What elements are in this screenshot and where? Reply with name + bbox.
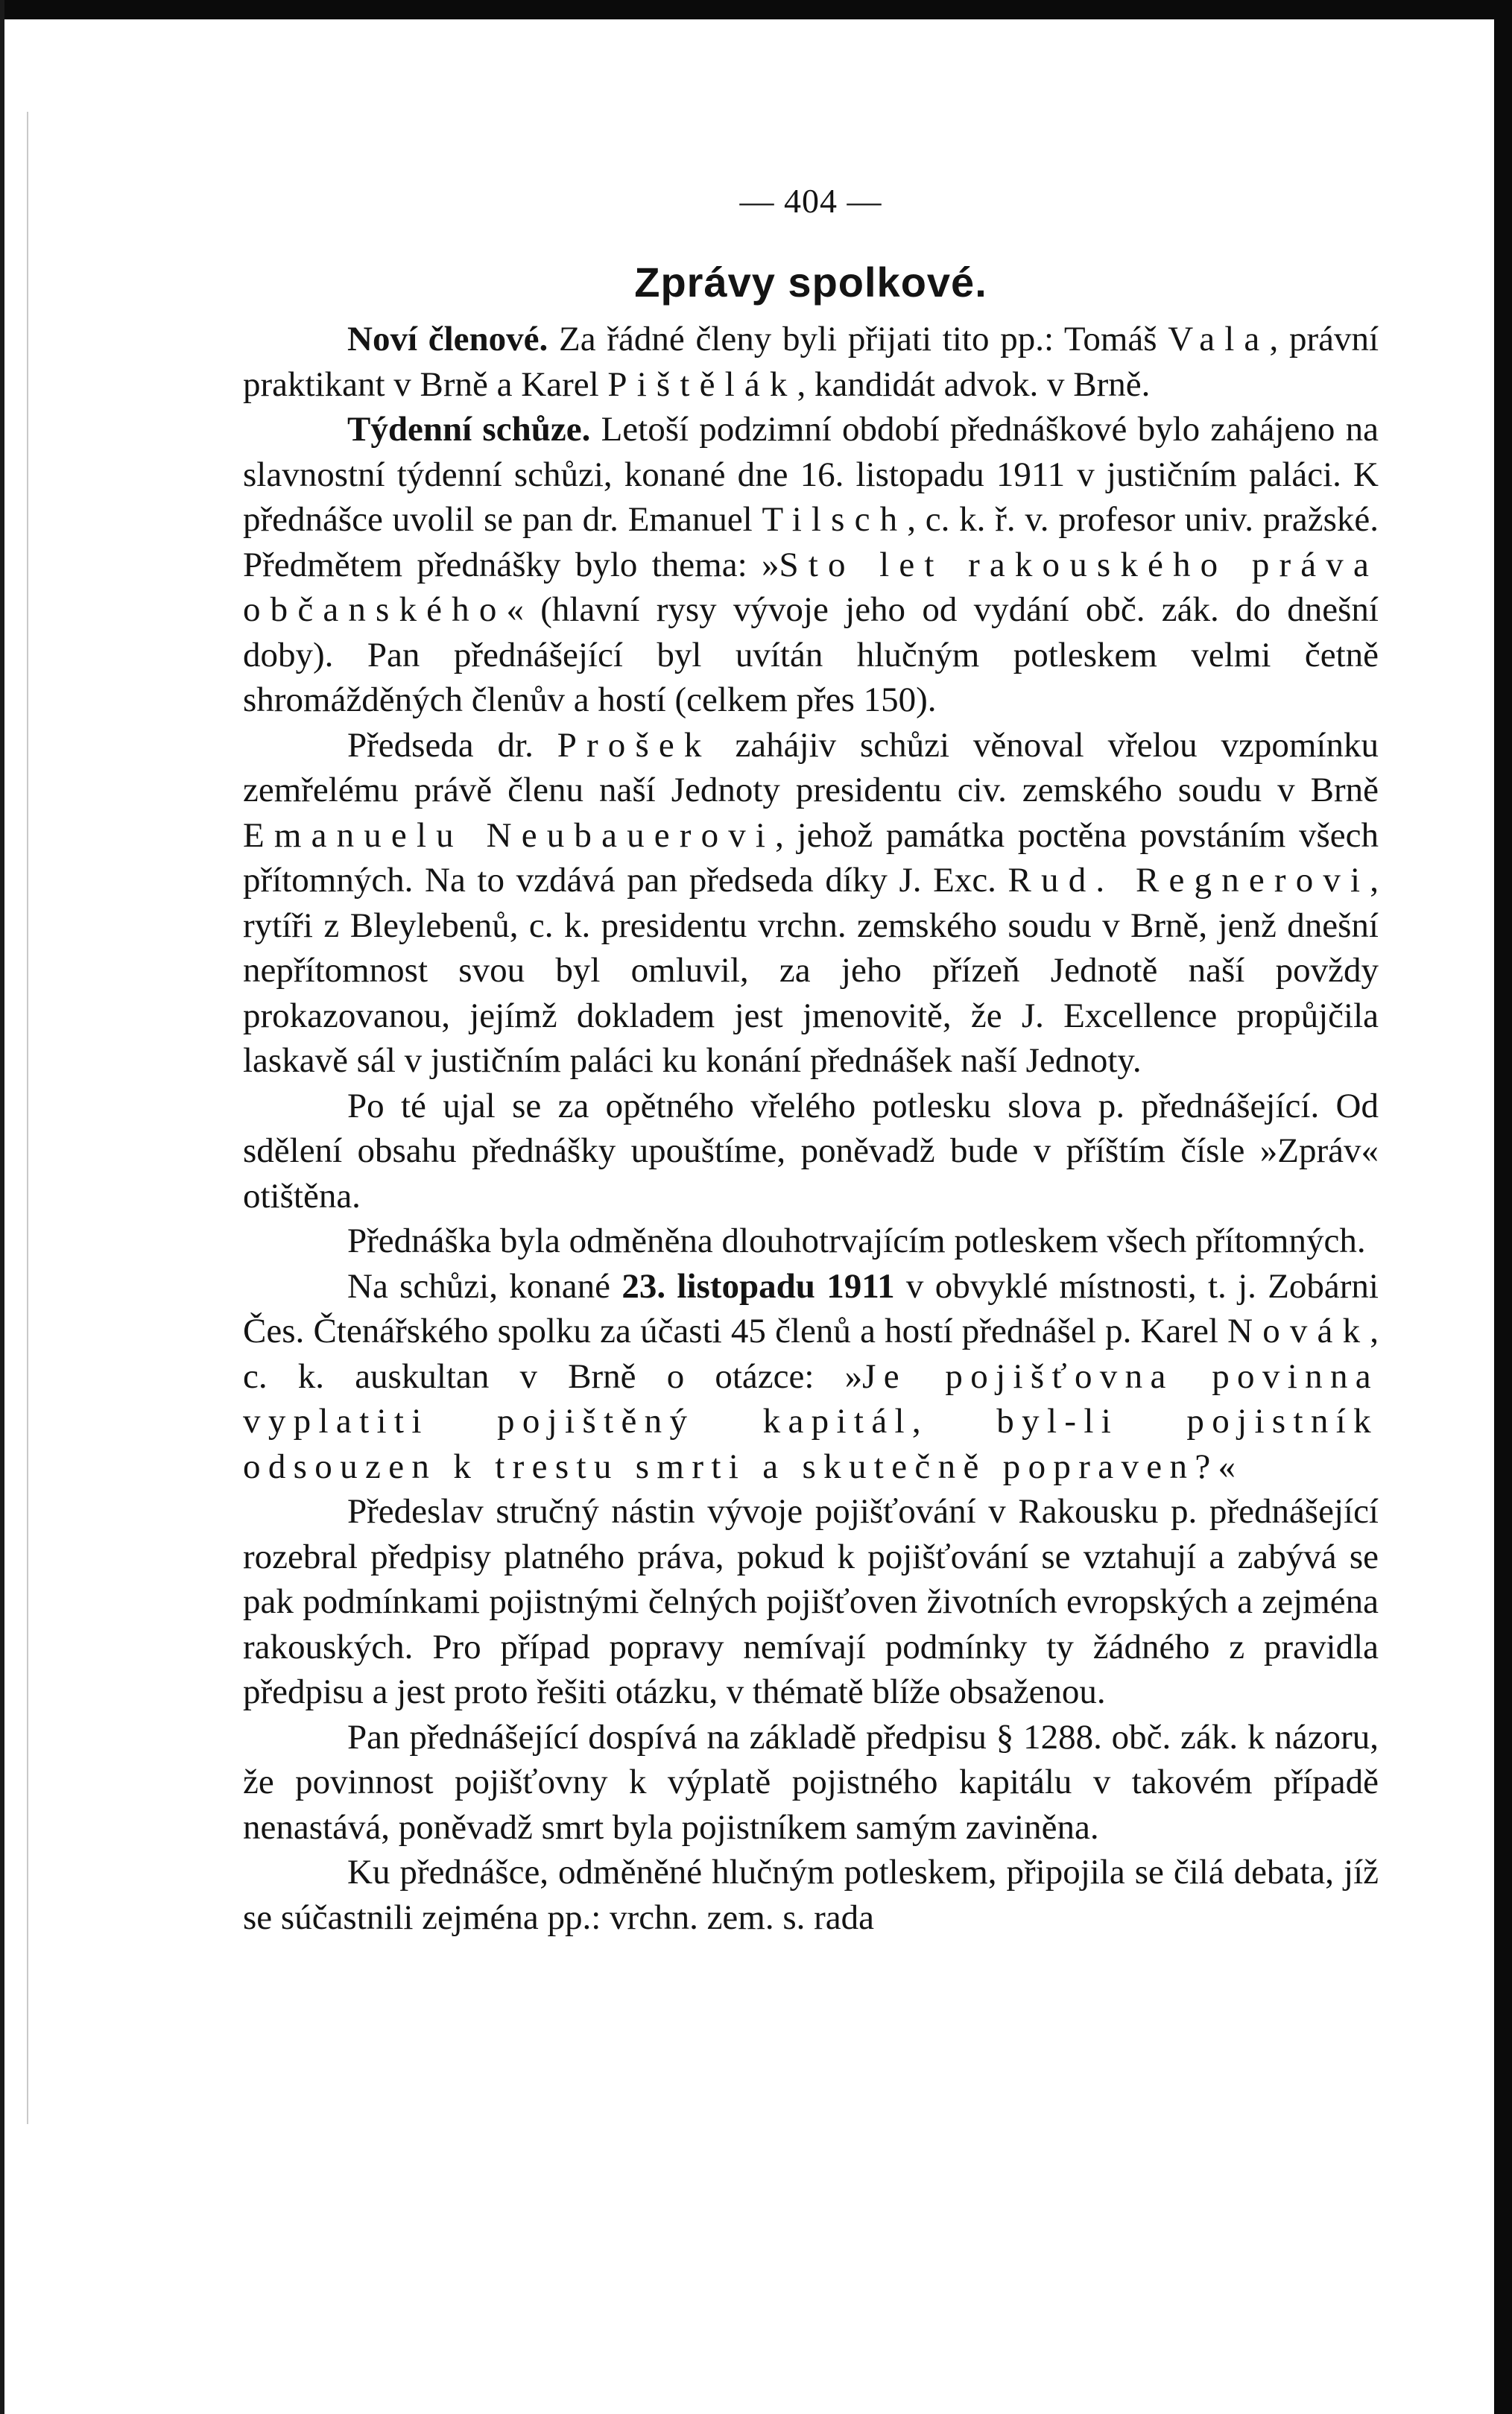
paragraph-weekly-meeting: Týdenní schůze. Letoší podzimní období přednáškové bylo zahájeno na slavnostní týdenní schůzi, konané dne 16. listopadu 1911 v justičním paláci. K přednášce uvolil se pan dr. Emanuel Tilsch, c. k. ř. v. profesor univ. pražské. Předmětem přednášky bylo thema: »Sto let rakouského práva občanského« (hlavní rysy vývoje jeho od vydání obč. zák. do dnešní doby). Pan přednášející byl uvítán hlučným potleskem velmi četně shromážděných členův a hostí (celkem přes 150).: [243, 410, 1379, 719]
person-name: Pištělák: [607, 364, 797, 404]
paragraph-applause: Přednáška byla odměněna dlouhotrvajícím potleskem všech přítomných.: [347, 1222, 1366, 1260]
page-number: — 404 —: [739, 182, 882, 220]
person-name: Vala: [1168, 320, 1270, 358]
paragraph-debate: Ku přednášce, odměněné hlučným potleskem, připojila se čilá debata, jíž se súčastnili zejména pp.: vrchn. zem. s. rada: [243, 1853, 1379, 1937]
paragraph-chairman: Předseda dr. Prošek zahájiv schůzi věnoval vřelou vzpomínku zemřelému právě členu naší Jednoty presidentu civ. zemského soudu v Brně Emanuelu Neubauerovi, jehož památka poctěna povstáním všech přítomných. Na to vzdává pan předseda díky J. Exc. Rud. Regnerovi, rytíři z Bleylebenů, c. k. presidentu vrchn. zemského soudu v Brně, jenž dnešní nepřítomnost svou byl omluvil, za jeho přízeň Jednotě naší povždy prokazovanou, jejímž dokladem jest jmenovitě, že J. Excellence propůjčila laskavě sál v justičním paláci ku konání přednášek naší Jednoty.: [243, 725, 1379, 1080]
paragraph-analysis: Předeslav stručný nástin vývoje pojišťování v Rakousku p. přednášející rozebral předpisy platného práva, pokud k pojišťování se vztahují a zabývá se pak podmínkami pojistnými čelných pojišťoven životních evropských a zejména rakouských. Pro případ popravy nemívají podmínky ty žádného z pravidla předpisu a jest proto řešiti otázku, v thématě blíže obsaženou.: [243, 1492, 1379, 1711]
paragraph-conclusion: Pan přednášející dospívá na základě předpisu § 1288. obč. zák. k názoru, že povinnost pojišťovny k výplatě pojistného kapitálu v takovém případě nenastává, poněvadž smrt byla pojistníkem samým zaviněna.: [243, 1717, 1379, 1847]
person-name: Prošek: [557, 725, 712, 765]
scan-border-top: [0, 0, 1512, 19]
paragraph-lead: Týdenní schůze.: [347, 410, 591, 449]
person-name: Emanuelu Neubauerovi: [243, 815, 776, 855]
paragraph-lecture: Po té ujal se za opětného vřelého potlesku slova p. přednášející. Od sdělení obsahu přednášky upouštíme, poněvadž bude v příštím čísle »Zpráv« otištěna.: [243, 1086, 1379, 1216]
lecture-theme: Sto let rakouského práva občanského: [243, 545, 1379, 629]
scan-border-right: [1494, 0, 1512, 2414]
paragraph-second-meeting: Na schůzi, konané 23. listopadu 1911 v obvyklé místnosti, t. j. Zobárni Čes. Čtenářského spolku za účasti 45 členů a hostí přednášel p. Karel Novák, c. k. auskultan v Brně o otázce: »Je pojišťovna povinna vyplatiti pojištěný kapitál, byl-li pojistník odsouzen k trestu smrti a skutečně popraven?«: [243, 1266, 1379, 1486]
paragraph-new-members: Noví členové. Za řádné členy byli přijati tito pp.: Tomáš Vala, právní praktikant v Brně a Karel Pištělák, kandidát advok. v Brně.: [243, 320, 1379, 404]
meeting-date: 23. listopadu 1911: [621, 1266, 895, 1306]
paragraph-lead: Noví členové.: [347, 320, 548, 358]
section-heading: Zprávy spolkové.: [634, 258, 987, 306]
person-name: Tilsch: [762, 500, 908, 539]
page-binding-shadow: [27, 112, 28, 2124]
lecture-question: Je pojišťovna povinna vyplatiti pojištěný kapitál, byl-li pojistník odsouzen k trestu smrti a skutečně popraven?: [243, 1356, 1379, 1486]
scan-border-left: [0, 0, 4, 2414]
page-content: [243, 179, 1379, 1940]
person-name: Novák: [1227, 1312, 1370, 1350]
person-name: Rud. Regnerovi: [1008, 861, 1370, 900]
